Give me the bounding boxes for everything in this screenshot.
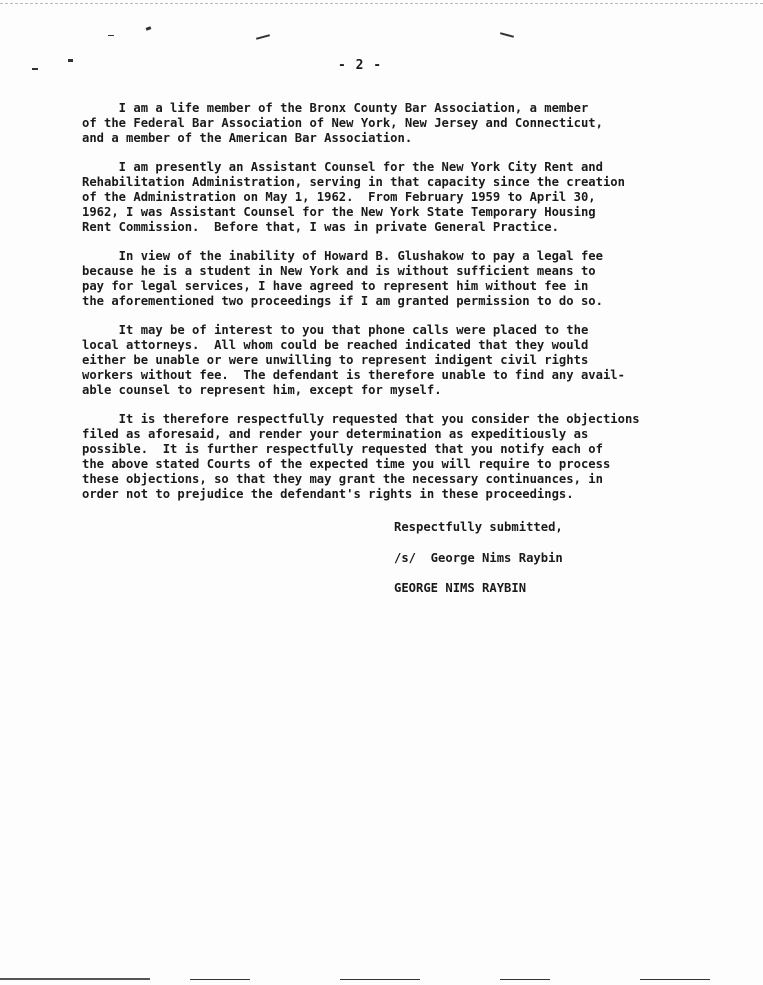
letter-body xyxy=(82,101,682,516)
scan-speck xyxy=(500,32,514,38)
scan-speck xyxy=(108,35,114,36)
bottom-scan-edge xyxy=(0,978,150,980)
paragraph-attorney-calls: It may be of interest to you that phone calls were placed to the local attorneys. All whom could be reached indicated that they would either be unable or were unwilling to represent indigent civil rights workers without fee. The defendant is therefore unable to find any avail- able counsel to represent him, except for myself. xyxy=(82,323,625,397)
scan-speck xyxy=(68,59,73,62)
scan-speck xyxy=(256,34,270,40)
signature-block xyxy=(394,520,563,596)
paragraph-employment: I am presently an Assistant Counsel for the New York City Rent and Rehabilitation Administration, serving in that capacity since the creation of the Administration on May 1, 1962. From February 1959 to April 30, 1962, I was Assistant Counsel for the New York State Temporary Housing Rent Commission. Before that, I was in private General Practice. xyxy=(82,160,625,234)
scan-speck xyxy=(146,26,152,31)
scan-speck xyxy=(190,979,250,980)
paragraph-bar-memberships: I am a life member of the Bronx County Bar Association, a member of the Federal Bar Association of New York, New Jersey and Connecticut, and a member of the American Bar Association. xyxy=(82,101,603,145)
scan-speck xyxy=(32,68,38,70)
closing-line: Respectfully submitted, xyxy=(394,520,563,534)
signed-line: /s/ George Nims Raybin xyxy=(394,551,563,565)
scan-speck xyxy=(500,979,550,980)
top-dashed-border xyxy=(0,3,763,4)
paragraph-request: It is therefore respectfully requested that you consider the objections filed as aforesaid, and render your determination as expeditiously as possible. It is further respectfully requested that you notify each of the above stated Courts of the expected time you will require to process these objections, so that they may grant the necessary continuances, in order not to prejudice the defendant's rights in these proceedings. xyxy=(82,412,640,501)
typed-name: GEORGE NIMS RAYBIN xyxy=(394,581,527,595)
paragraph-representation: In view of the inability of Howard B. Glushakow to pay a legal fee because he is a student in New York and is without sufficient means to pay for legal services, I have agreed to represent him without fee in the aforementioned two proceedings if I am granted permission to do so. xyxy=(82,249,603,308)
scan-speck xyxy=(640,979,710,980)
scan-speck xyxy=(340,979,420,980)
page-number: - 2 - xyxy=(338,58,383,73)
